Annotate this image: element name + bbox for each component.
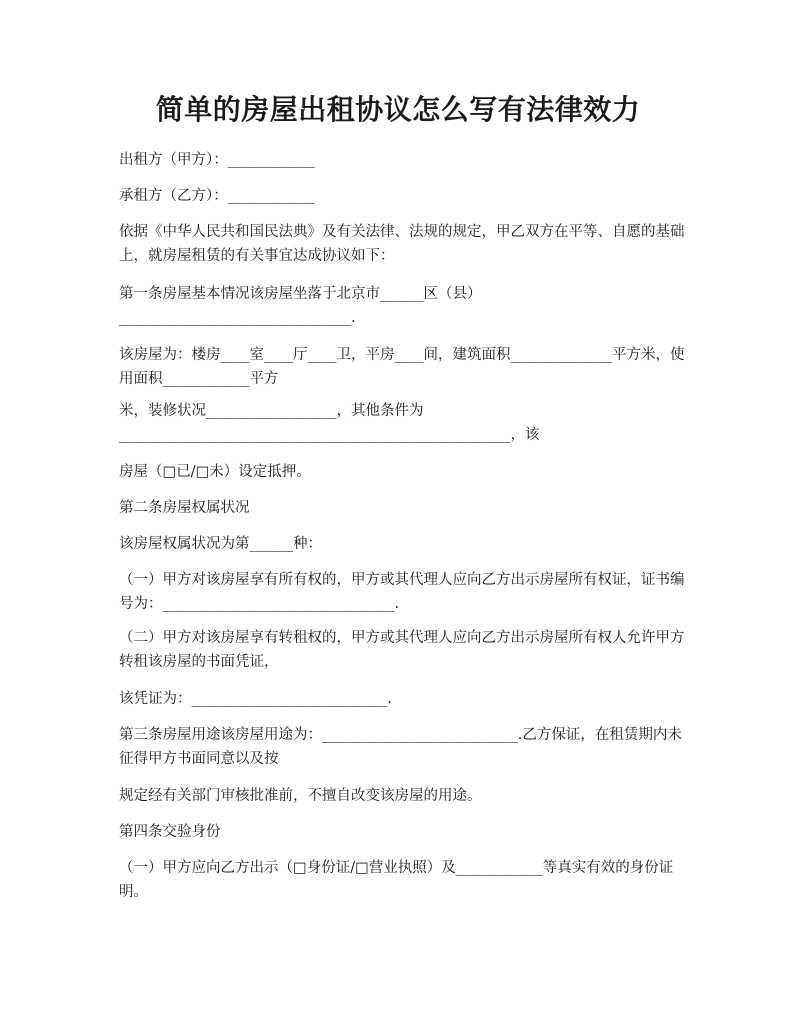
paragraph-ownership-1: （一）甲方对该房屋享有所有权的，甲方或其代理人应向乙方出示房屋所有权证，证书编号为：________________________________. xyxy=(119,572,685,612)
paragraph-ownership-type: 该房屋权属状况为第______种： xyxy=(119,536,322,552)
paragraph-article-2-heading: 第二条房屋权属状况 xyxy=(119,500,250,516)
paragraph-house-layout: 该房屋为：楼房____室____厅____卫，平房____间，建筑面积______________平方米，使用面积____________平方 xyxy=(119,347,685,387)
paragraph-usage-rule: 规定经有关部门审核批准前，不擅自改变该房屋的用途。 xyxy=(119,788,482,804)
paragraph-basis: 依据《中华人民共和国民法典》及有关法律、法规的规定，甲乙双方在平等、自愿的基础上，就房屋租赁的有关事宜达成协议如下： xyxy=(119,224,685,264)
paragraph-lessee: 承租方（乙方）：____________ xyxy=(119,188,315,204)
paragraph-mortgage: 房屋（□已/□未）设定抵押。 xyxy=(119,464,311,480)
paragraph-certificate: 该凭证为：___________________________. xyxy=(119,691,392,707)
paragraph-decoration: 米，装修状况__________________，其他条件为 ______________________________________________________，该 xyxy=(119,403,540,443)
paragraph-ownership-2: （二）甲方对该房屋享有转租权的，甲方或其代理人应向乙方出示房屋所有权人允许甲方转租该房屋的书面凭证， xyxy=(119,630,685,670)
paragraph-lessor: 出租方（甲方）：____________ xyxy=(119,152,315,168)
paragraph-identity: （一）甲方应向乙方出示（□身份证/□营业执照）及____________等真实有效的身份证明。 xyxy=(119,860,674,900)
paragraph-article-4-heading: 第四条交验身份 xyxy=(119,824,221,840)
paragraph-article-3: 第三条房屋用途该房屋用途为：___________________________.乙方保证，在租赁期内未征得甲方书面同意以及按 xyxy=(119,727,682,767)
paragraph-article-1: 第一条房屋基本情况该房屋坐落于北京市______区（县） ________________________________. xyxy=(119,286,482,326)
document-title: 简单的房屋出租协议怎么写有法律效力 xyxy=(155,93,641,126)
